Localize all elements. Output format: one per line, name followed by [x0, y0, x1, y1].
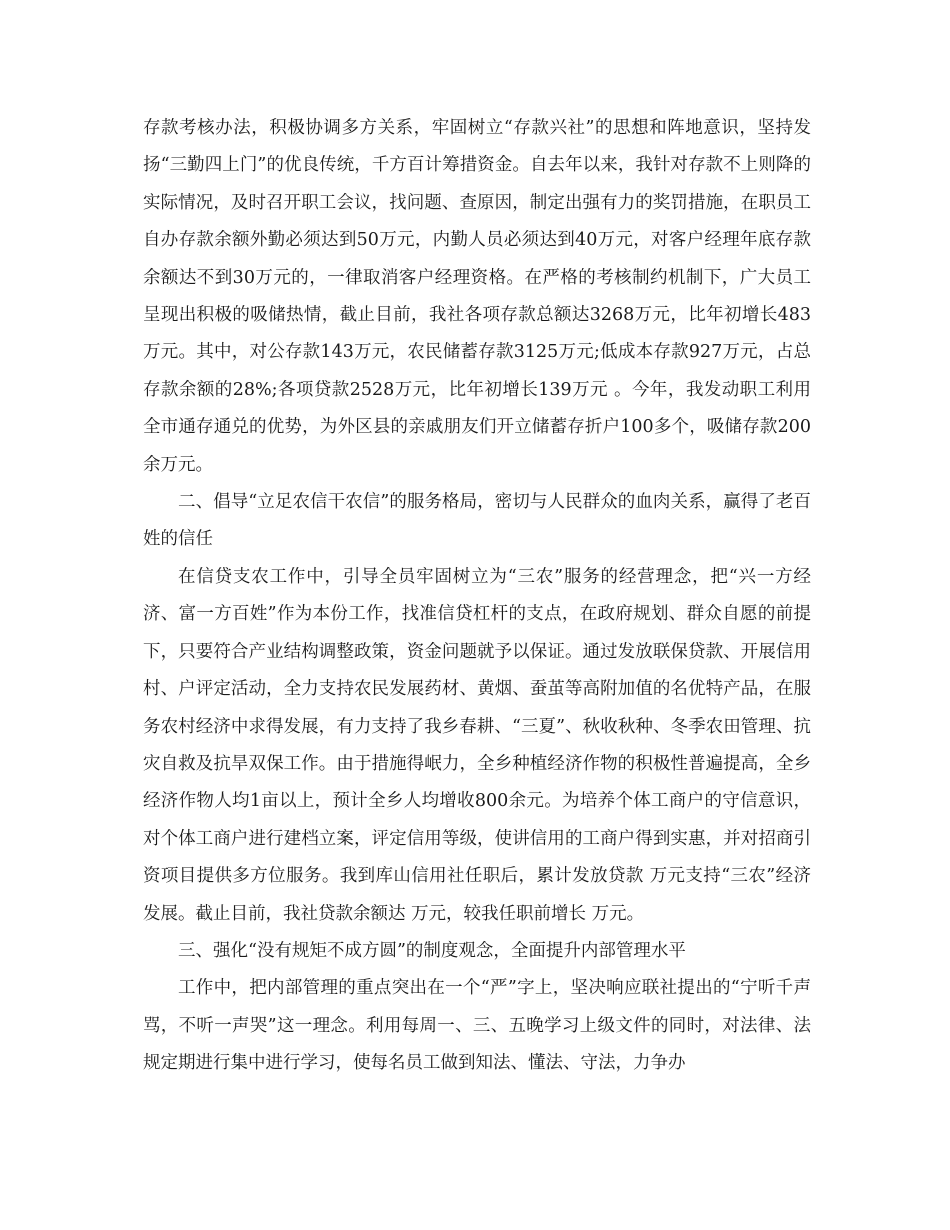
paragraph-deposit-assessment: 存款考核办法，积极协调多方关系，牢固树立“存款兴社”的思想和阵地意识，坚持发扬“三勤四上门”的优良传统，千方百计筹措资金。自去年以来，我针对存款不上则降的实际情况，及时召开职工会议，找问题、查原因，制定出强有力的奖罚措施，在职员工自办存款余额外勤必须达到50万元，内勤人员必须达到40万元，对客户经理年底存款余额达不到30万元的，一律取消客户经理资格。在严格的考核制约机制下，广大员工呈现出积极的吸储热情，截止目前，我社各项存款总额达3268万元，比年初增长483万元。其中，对公存款143万元，农民储蓄存款3125万元;低成本存款927万元，占总存款余额的28%;各项贷款2528万元，比年初增长139万元 。今年，我发动职工利用全市通存通兑的优势，为外区县的亲戚朋友们开立储蓄存折户100多个，吸储存款200余万元。: [143, 118, 811, 475]
paragraph-credit-support: 在信贷支农工作中，引导全员牢固树立为“三农”服务的经营理念，把“兴一方经济、富一方百姓”作为本份工作，找准信贷杠杆的支点，在政府规划、群众自愿的前提下，只要符合产业结构调整政策，资金问题就予以保证。通过发放联保贷款、开展信用村、户评定活动，全力支持农民发展药材、黄烟、蚕茧等高附加值的名优特产品，在服务农村经济中求得发展，有力支持了我乡春耕、“三夏”、秋收秋种、冬季农田管理、抗灾自救及抗旱双保工作。由于措施得岷力，全乡种植经济作物的积极性普遍提高，全乡经济作物人均1亩以上，预计全乡人均增收800余元。为培养个体工商户的守信意识，对个体工商户进行建档立案，评定信用等级，使讲信用的工商户得到实惠，并对招商引资项目提供多方位服务。我到库山信用社任职后，累计发放贷款 万元支持“三农”经济发展。截止目前，我社贷款余额达 万元，较我任职前增长 万元。: [143, 566, 811, 924]
paragraph-internal-management: 工作中，把内部管理的重点突出在一个“严”字上，坚决响应联社提出的“宁听千声骂，不听一声哭”这一理念。利用每周一、三、五晚学习上级文件的同时，对法律、法规定期进行集中进行学习，使每名员工做到知法、懂法、守法，力争办: [143, 978, 811, 1074]
section-heading-three: 三、强化“没有规矩不成方圆”的制度观念，全面提升内部管理水平: [178, 940, 686, 961]
document-body: [143, 110, 811, 1083]
section-heading-two: 二、倡导“立足农信干农信”的服务格局，密切与人民群众的血肉关系，赢得了老百姓的信任: [143, 492, 811, 550]
